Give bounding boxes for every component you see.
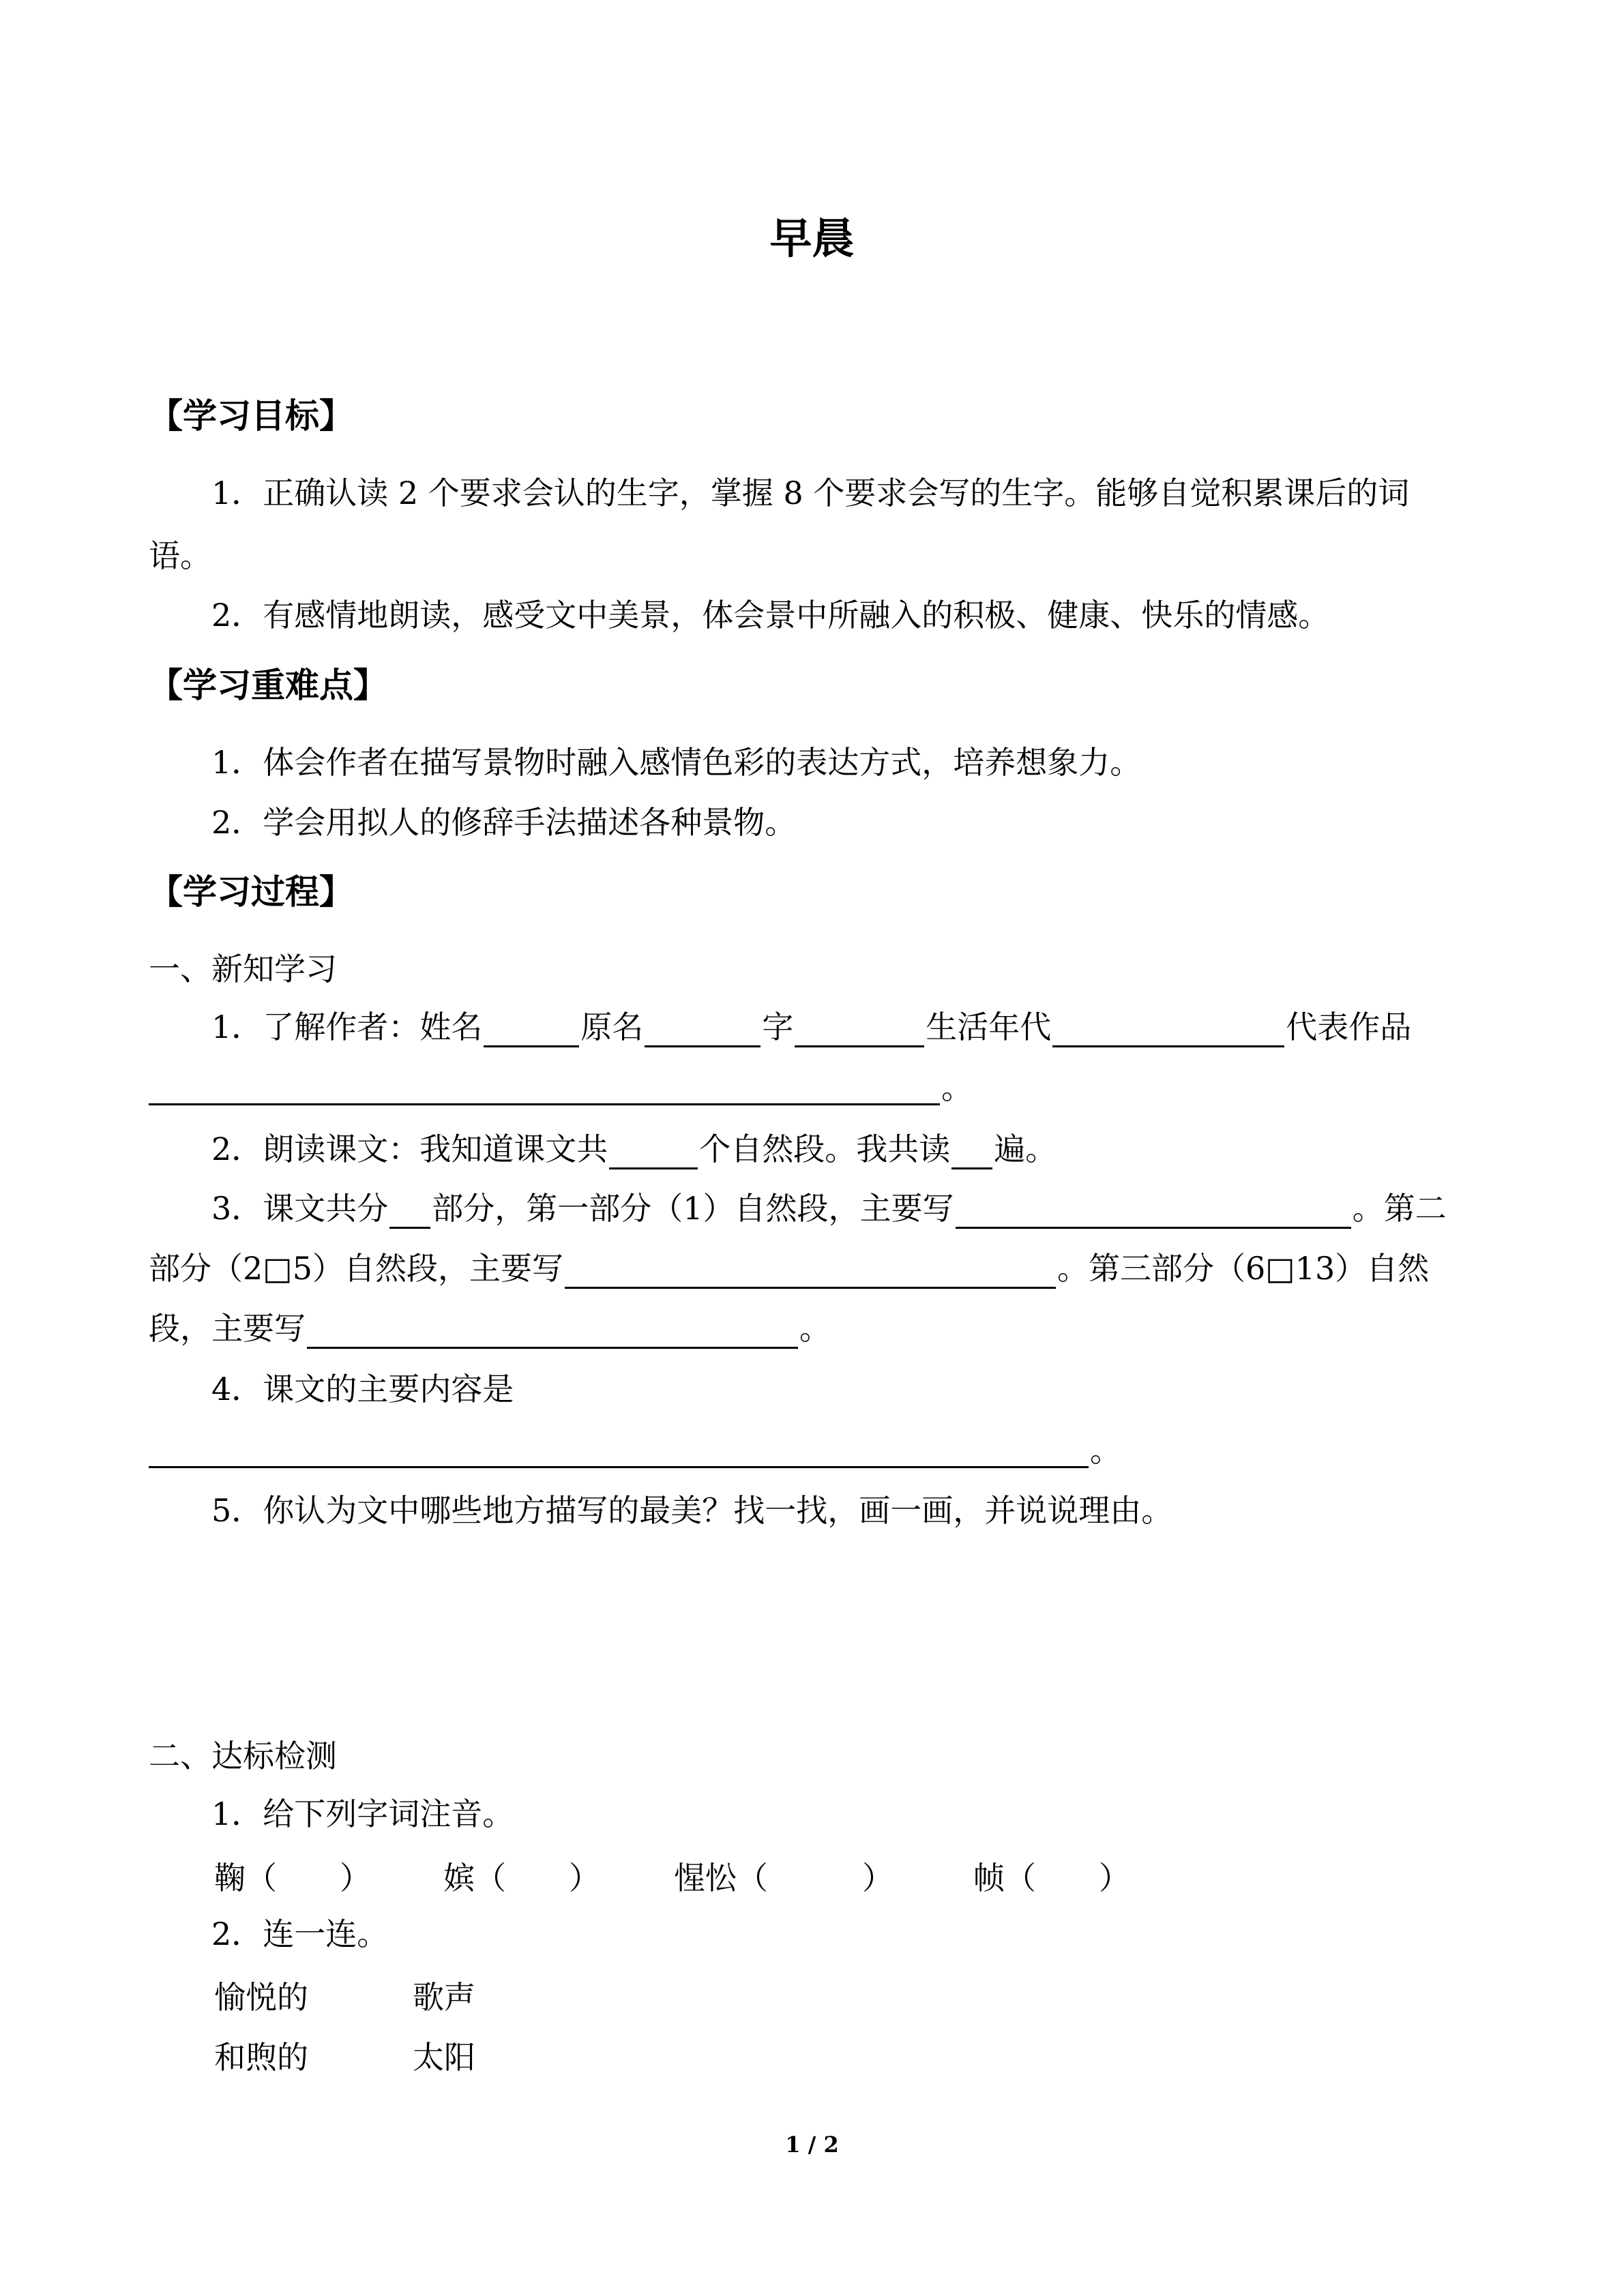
objectives-heading: 【学习目标】 [149,396,353,436]
objective-item-2: 2．有感情地朗读，感受文中美景，体会景中所融入的积极、健康、快乐的情感。 [211,597,1330,633]
pinyin-item-3: 惺忪（ ） [674,1860,894,1896]
courtesy-name-blank[interactable] [795,1013,924,1047]
name-blank[interactable] [484,1013,579,1047]
match-left-2[interactable]: 和煦的 [214,2039,308,2076]
q3-line-1: 3．课文共分 部分，第一部分（1）自然段，主要写 。第二 [211,1188,1447,1229]
part-count-blank[interactable] [389,1194,430,1229]
key-point-item-2: 2．学会用拟人的修辞手法描述各种景物。 [211,804,797,841]
original-name-blank[interactable] [645,1013,761,1047]
q1-line-1: 1．了解作者：姓名 原名 字 生活年代 代表作品 [211,1007,1411,1047]
part2-heading: 二、达标检测 [149,1738,337,1774]
read-count-blank[interactable] [951,1135,992,1169]
q3-line-3: 段，主要写 。 [149,1308,831,1349]
part3-content-blank[interactable] [307,1314,798,1349]
pinyin-item-2: 嫔（ ） [443,1860,600,1896]
match-left-1[interactable]: 愉悦的 [214,1979,308,2016]
q5-line: 5．你认为文中哪些地方描写的最美？找一找，画一画，并说说理由。 [211,1492,1173,1529]
part2-q1: 1．给下列字词注音。 [211,1795,514,1832]
works-blank[interactable] [149,1103,940,1105]
part2-content-blank[interactable] [565,1254,1056,1289]
page-title: 早晨 [769,213,855,263]
q2-line: 2．朗读课文：我知道课文共 个自然段。我共读 遍。 [211,1129,1057,1169]
pinyin-item-1: 鞠（ ） [214,1860,371,1896]
key-point-item-1: 1．体会作者在描写景物时融入感情色彩的表达方式，培养想象力。 [211,744,1142,781]
era-blank[interactable] [1052,1013,1284,1047]
q4-line: 4．课文的主要内容是 [211,1371,514,1407]
match-right-1[interactable]: 歌声 [413,1979,475,2016]
match-right-2[interactable]: 太阳 [413,2039,475,2076]
paragraph-count-blank[interactable] [609,1135,698,1169]
part2-q2: 2．连一连。 [211,1915,389,1952]
objective-item-1-line-2: 语。 [149,537,211,574]
q1-end: 。 [941,1069,973,1106]
process-heading: 【学习过程】 [149,871,353,912]
q4-end: 。 [1090,1432,1121,1469]
objective-item-1-line-1: 1．正确认读 2 个要求会认的生字，掌握 8 个要求会写的生字。能够自觉积累课后的词 [211,475,1410,511]
part1-content-blank[interactable] [956,1194,1351,1229]
q3-line-2: 部分（2□5）自然段，主要写 。第三部分（6□13）自然 [149,1248,1429,1289]
page-number: 1 / 2 [785,2132,839,2158]
part1-heading: 一、新知学习 [149,951,337,987]
key-points-heading: 【学习重难点】 [149,665,387,705]
pinyin-item-4: 帧（ ） [973,1860,1130,1896]
main-content-blank[interactable] [149,1466,1089,1468]
